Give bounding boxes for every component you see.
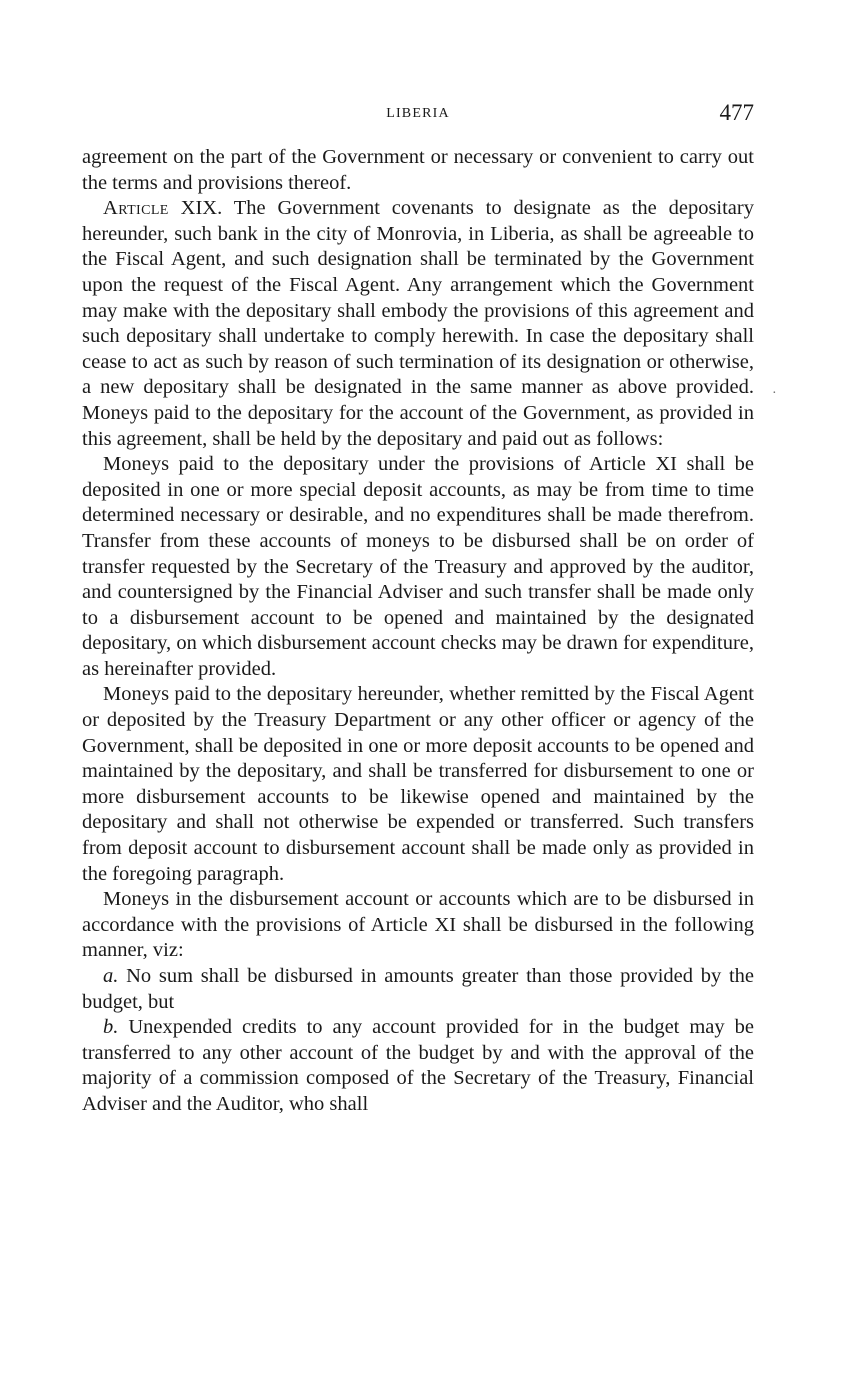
article-label: Article: [103, 197, 169, 220]
item-letter: b.: [103, 1016, 119, 1039]
paragraph-disbursement-manner: [82, 887, 754, 964]
body-text: [82, 145, 754, 1118]
paragraph-text: agreement on the part of the Government or necessary or convenient to carry out the terms and provisions thereof.: [82, 146, 754, 194]
paragraph-text: XIX. The Government covenants to designate as the depositary hereunder, such bank in the city of Monrovia, in Liberia, as shall be agreeable to the Fiscal Agent, and such designation shall be terminated by the Government upon the request of the Fiscal Agent. Any arrangement which the Government may make with the depositary shall embody the provisions of this agreement and such depositary shall undertake to comply herewith. In case the depositary shall cease to act as such by reason of such termination of its designation or otherwise, a new depositary shall be designated in the same manner as above provided. Moneys paid to the depositary for the account of the Government, as provided in this agreement, shall be held by the depositary and paid out as follows:: [82, 197, 754, 450]
paragraph-deposit-accounts: [82, 682, 754, 887]
paragraph-text: No sum shall be disbursed in amounts greater than those provided by the budget, but: [82, 965, 754, 1013]
page-number: 477: [719, 100, 754, 125]
paragraph-text: Unexpended credits to any account provided for in the budget may be transferred to any other account of the budget by and with the approval of the majority of a commission composed of the Secretary of the Treasury, Financial Adviser and the Auditor, who shall: [82, 1016, 754, 1115]
paragraph-text: Moneys in the disbursement account or accounts which are to be disbursed in accordance with the provisions of Article XI shall be disbursed in the following manner, viz:: [82, 888, 754, 962]
paragraph-text: Moneys paid to the depositary hereunder, whether remitted by the Fiscal Agent or deposited by the Treasury Department or any other officer or agency of the Government, shall be deposited in one or more deposit accounts to be opened and maintained by the depositary, and shall be transferred for disbursement to one or more disbursement accounts to be likewise opened and maintained by the depositary and shall not otherwise be expended or transferred. Such transfers from deposit account to disbursement account shall be made only as provided in the foregoing paragraph.: [82, 683, 754, 885]
paragraph-text: Moneys paid to the depositary under the provisions of Article XI shall be deposited in one or more special deposit accounts, as may be from time to time determined necessary or desirable, and no expenditures shall be made therefrom. Transfer from these accounts of moneys to be disbursed shall be on order of transfer requested by the Secretary of the Treasury and approved by the auditor, and countersigned by the Financial Adviser and such transfer shall be made only to a disbursement account to be opened and maintained by the designated depositary, on which disbursement account checks may be drawn for expenditure, as hereinafter provided.: [82, 453, 754, 680]
paragraph-continuation: [82, 145, 754, 196]
paragraph-article-xix: [82, 196, 754, 452]
list-item-b: [82, 1015, 754, 1117]
list-item-a: [82, 964, 754, 1015]
page-header: [82, 100, 754, 130]
item-letter: a.: [103, 965, 119, 987]
paragraph-special-deposit: [82, 452, 754, 682]
running-head: LIBERIA: [386, 106, 450, 121]
margin-dot: ·: [772, 386, 777, 401]
